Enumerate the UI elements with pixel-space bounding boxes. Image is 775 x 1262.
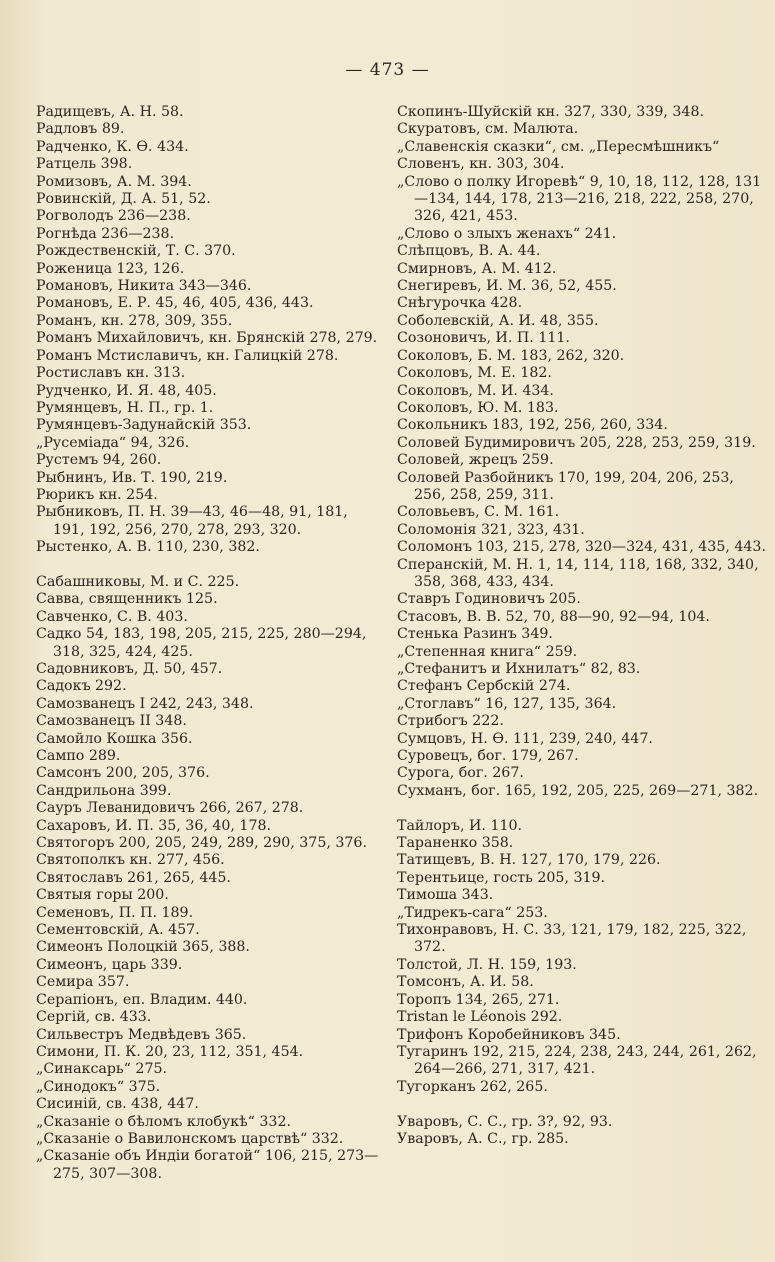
index-entry: Рыбнинъ, Ив. Т. 190, 219. [36,469,228,486]
index-entry: Соколовъ, М. Е. 182. [397,365,552,382]
index-entry: Сауръ Леванидовичъ 266, 267, 278. [36,800,304,817]
index-entry: Тихонравовъ, Н. С. 33, 121, 179, 182, 225, 322, 372. [397,922,747,956]
index-entry: Самозванецъ II 348. [36,713,187,730]
index-entry: Романъ Михайловичъ, кн. Брянскій 278, 279. [36,330,378,347]
index-entry: Ставръ Годиновичъ 205. [397,591,581,608]
index-entry: Рыбниковъ, П. Н. 39—43, 46—48, 91, 181, 191, 192, 256, 270, 278, 293, 320. [36,504,348,538]
index-entry: Соболевскій, А. И. 48, 355. [397,312,599,329]
index-entry: Романъ, кн. 278, 309, 355. [36,312,233,329]
index-entry: Симони, П. К. 20, 23, 112, 351, 454. [36,1043,304,1060]
index-entry: Тугорканъ 262, 265. [397,1078,548,1095]
index-entry: Рождественскій, Т. С. 370. [36,243,236,260]
index-entry: Стасовъ, В. В. 52, 70, 88—90, 92—94, 104. [397,608,710,625]
index-entry: „Сказаніе о Вавилонскомъ царствѣ“ 332. [36,1130,344,1147]
index-entry: Сухманъ, бог. 165, 192, 205, 225, 269—271, 382. [397,782,759,799]
index-entry: Сисиній, св. 438, 447. [36,1096,199,1113]
index-entry: Румянцевъ, Н. П., гр. 1. [36,399,214,416]
index-entry: Самозванецъ I 242, 243, 348. [36,695,254,712]
index-entry: Соловей Будимировичъ 205, 228, 253, 259, 319. [397,434,756,451]
index-entry: Симеонъ, царь 339. [36,956,183,973]
index-entry: Тимоша 343. [397,887,494,904]
index-entry: „Сказаніе объ Индіи богатой“ 106, 215, 273—275, 307—308. [36,1148,379,1182]
index-entry: „Русеміада“ 94, 326. [36,434,190,451]
index-entry: Рогволодъ 236—238. [36,208,191,225]
index-entry: Уваровъ, С. С., гр. 3?, 92, 93. [397,1113,613,1130]
index-entry: Румянцевъ-Задунайскій 353. [36,417,252,434]
index-entry: Соловьевъ, С. М. 161. [397,504,560,521]
index-entry: Симеонъ Полоцкій 365, 388. [36,939,250,956]
index-entry: Романъ Мстиславичъ, кн. Галицкій 278. [36,347,339,364]
index-entry: „Славенскія сказки“, см. „Пересмѣшникъ“ [397,138,720,155]
index-entry: Томсонъ, А. И. 58. [397,974,534,991]
index-entry: Романовъ, Е. Р. 45, 46, 405, 436, 443. [36,295,314,312]
index-entry: Соколовъ, Ю. М. 183. [397,399,559,416]
index-entry: Татищевъ, В. Н. 127, 170, 179, 226. [397,852,661,869]
index-entry: Сабашниковы, М. и С. 225. [36,573,240,590]
index-entry: Рудченко, И. Я. 48, 405. [36,382,217,399]
index-entry: Соловей Разбойникъ 170, 199, 204, 206, 253, 256, 258, 259, 311. [397,469,734,503]
index-entry: „Стефанитъ и Ихнилатъ“ 82, 83. [397,661,641,677]
index-entry: Семира 357. [36,974,130,991]
index-entry: Стенька Разинъ 349. [397,626,553,643]
index-entry: Рустемъ 94, 260. [36,452,162,469]
index-entry: Серапіонъ, еп. Владим. 440. [36,991,248,1008]
index-entry: Сокольникъ 183, 192, 256, 260, 334. [397,417,668,434]
index-entry: Ромизовъ, А. М. 394. [36,173,192,190]
index-entry: Савченко, С. В. 403. [36,608,188,625]
index-entry: Соловей, жрецъ 259. [397,452,554,469]
index-entry: „Слово о полку Игоревѣ“ 9, 10, 18, 112, 128, 131—134, 144, 178, 213—216, 218, 222, 258, 270, 326, 421, 453. [397,173,762,225]
index-entry: Ратцель 398. [36,156,133,173]
index-entry: Толстой, Л. Н. 159, 193. [397,956,577,973]
index-entry: Романовъ, Никита 343—346. [36,278,252,295]
index-entry: „Тидрекъ-сага“ 253. [397,904,548,921]
index-entry: Святополкъ кн. 277, 456. [36,852,225,869]
index-entry: Сурога, бог. 267. [397,765,524,782]
index-entry: Рогнѣда 236—238. [36,225,175,242]
index-entry: Скуратовъ, см. Малюта. [397,121,579,138]
index-entry: „Степенная книга“ 259. [397,643,578,660]
index-entry: Стефанъ Сербскій 274. [397,678,571,695]
index-entry: Слѣпцовъ, В. А. 44. [397,243,541,260]
index-entry: Святыя горы 200. [36,887,169,904]
index-entry: Соломонія 321, 323, 431. [397,521,585,538]
index-entry: Радловъ 89. [36,121,125,138]
index-entry: Ростиславъ кн. 313. [36,365,186,382]
index-column-left [36,104,381,1183]
index-column-right [397,104,767,1148]
index-entry: Садко 54, 183, 198, 205, 215, 225, 280—294, 318, 325, 424, 425. [36,626,367,660]
index-entry: Сергій, св. 433. [36,1009,152,1026]
index-entry: Стрибогъ 222. [397,713,504,730]
index-entry: Tristan le Léonois 292. [397,1009,563,1026]
index-entry: Соломонъ 103, 215, 278, 320—324, 431, 435, 443. [397,539,766,556]
index-entry: Соколовъ, М. И. 434. [397,382,554,399]
index-entry: Самсонъ 200, 205, 376. [36,765,210,782]
index-entry: Садовниковъ, Д. 50, 457. [36,660,223,677]
index-entry: Торопъ 134, 265, 271. [397,991,560,1008]
index-entry: Снѣгурочка 428. [397,295,523,312]
index-entry: Уваровъ, А. С., гр. 285. [397,1130,569,1147]
index-entry: Ровинскій, Д. А. 51, 52. [36,191,211,208]
index-entry: Сементовскій, А. 457. [36,922,200,939]
index-entry: „Слово о злыхъ женахъ“ 241. [397,225,617,242]
index-entry: Савва, священникъ 125. [36,591,218,608]
index-entry: „Сказаніе о бѣломъ клобукѣ“ 332. [36,1113,291,1130]
index-entry: Сахаровъ, И. П. 35, 36, 40, 178. [36,817,272,834]
index-entry: Соколовъ, Б. М. 183, 262, 320. [397,347,625,364]
index-entry: Снегиревъ, И. М. 36, 52, 455. [397,278,617,295]
index-entry: Садокъ 292. [36,678,127,695]
index-entry: Смирновъ, А. М. 412. [397,260,557,277]
index-entry: Сампо 289. [36,748,121,765]
index-entry: Семеновъ, П. П. 189. [36,904,194,921]
index-entry: Словенъ, кн. 303, 304. [397,156,565,173]
index-entry: Сильвестръ Медвѣдевъ 365. [36,1026,247,1043]
index-entry: „Стоглавъ“ 16, 127, 135, 364. [397,695,617,712]
index-entry: Суровецъ, бог. 179, 267. [397,748,579,765]
index-entry: Трифонъ Коробейниковъ 345. [397,1026,621,1043]
index-entry: „Синаксарь“ 275. [36,1061,168,1078]
index-entry: Тугаринъ 192, 215, 224, 238, 243, 244, 261, 262, 264—266, 271, 317, 421. [397,1043,757,1078]
index-entry: Роженица 123, 126. [36,260,185,277]
index-entry: Сперанскій, М. Н. 1, 14, 114, 118, 168, 332, 340, 358, 368, 433, 434. [397,556,759,590]
index-entry: Рыстенко, А. В. 110, 230, 382. [36,539,260,556]
index-entry: „Синодокъ“ 375. [36,1078,161,1095]
index-entry: Созоновичъ, И. П. 111. [397,330,570,347]
index-entry: Тайлоръ, И. 110. [397,817,523,834]
index-entry: Скопинъ-Шуйскій кн. 327, 330, 339, 348. [397,104,704,120]
index-entry: Сумцовъ, Н. Ѳ. 111, 239, 240, 447. [397,730,653,747]
index-entry: Святославъ 261, 265, 445. [36,869,231,886]
index-entry: Радченко, К. Ѳ. 434. [36,138,189,155]
index-entry: Сандрильона 399. [36,782,172,799]
page-number: — 473 — [345,60,430,80]
index-entry: Самойло Кошка 356. [36,730,193,747]
index-entry: Святогоръ 200, 205, 249, 289, 290, 375, 376. [36,835,367,852]
index-entry: Рюрикъ кн. 254. [36,486,158,503]
index-entry: Тараненко 358. [397,835,514,852]
index-entry: Терентьице, гость 205, 319. [397,869,606,886]
index-entry: Радищевъ, А. Н. 58. [36,104,184,120]
